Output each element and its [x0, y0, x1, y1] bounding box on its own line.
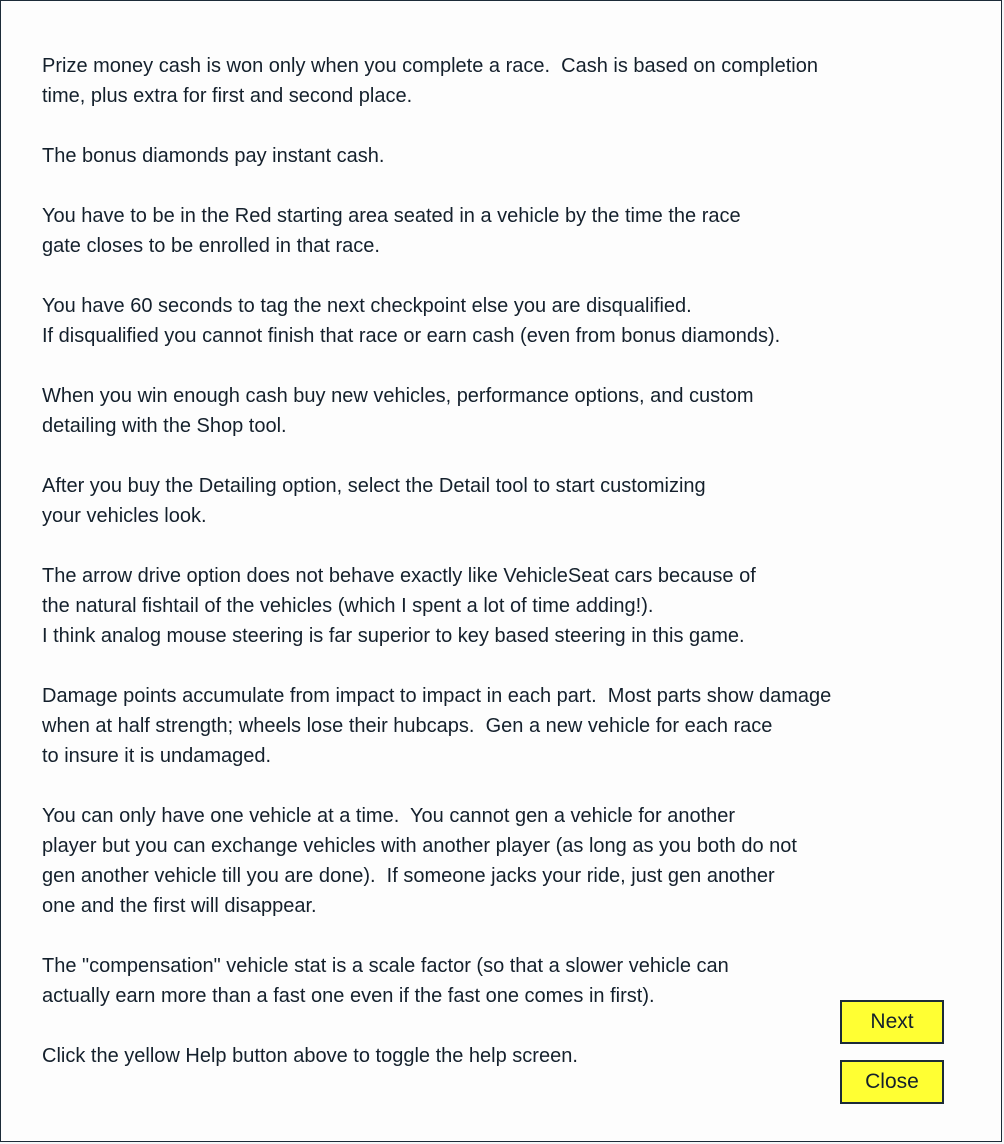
- help-paragraph-shop: [42, 381, 942, 441]
- close-button[interactable]: Close: [840, 1060, 944, 1104]
- help-line: If disqualified you cannot finish that race or earn cash (even from bonus diamonds).: [42, 325, 781, 347]
- help-line: one and the first will disappear.: [42, 895, 317, 917]
- help-line: You have to be in the Red starting area seated in a vehicle by the time the race: [42, 205, 741, 227]
- help-text: [42, 51, 942, 1101]
- help-paragraph-toggle: [42, 1041, 942, 1071]
- help-line: Damage points accumulate from impact to impact in each part. Most parts show damage: [42, 685, 832, 707]
- help-line: The "compensation" vehicle stat is a scale factor (so that a slower vehicle can: [42, 955, 729, 977]
- next-button[interactable]: Next: [840, 1000, 944, 1044]
- help-line: You can only have one vehicle at a time. You cannot gen a vehicle for another: [42, 805, 736, 827]
- help-line: actually earn more than a fast one even if the fast one comes in first).: [42, 985, 655, 1007]
- help-line: to insure it is undamaged.: [42, 745, 272, 767]
- help-line: Click the yellow Help button above to toggle the help screen.: [42, 1045, 578, 1067]
- help-line: your vehicles look.: [42, 505, 207, 527]
- help-line: the natural fishtail of the vehicles (which I spent a lot of time adding!).: [42, 595, 654, 617]
- help-line: gen another vehicle till you are done). If someone jacks your ride, just gen another: [42, 865, 775, 887]
- help-line: The bonus diamonds pay instant cash.: [42, 145, 385, 167]
- help-line: when at half strength; wheels lose their hubcaps. Gen a new vehicle for each race: [42, 715, 773, 737]
- help-paragraph-detailing: [42, 471, 942, 531]
- help-line: After you buy the Detailing option, select the Detail tool to start customizing: [42, 475, 706, 497]
- help-line: detailing with the Shop tool.: [42, 415, 287, 437]
- help-paragraph-prize-money: [42, 51, 942, 111]
- help-paragraph-checkpoint: [42, 291, 942, 351]
- help-line: Prize money cash is won only when you complete a race. Cash is based on completion: [42, 55, 818, 77]
- help-line: The arrow drive option does not behave exactly like VehicleSeat cars because of: [42, 565, 756, 587]
- help-paragraph-starting-area: [42, 201, 942, 261]
- help-line: You have 60 seconds to tag the next checkpoint else you are disqualified.: [42, 295, 692, 317]
- help-line: I think analog mouse steering is far superior to key based steering in this game.: [42, 625, 745, 647]
- help-paragraph-bonus-diamonds: [42, 141, 942, 171]
- help-paragraph-one-vehicle: [42, 801, 942, 921]
- help-paragraph-steering: [42, 561, 942, 651]
- help-line: gate closes to be enrolled in that race.: [42, 235, 380, 257]
- help-line: When you win enough cash buy new vehicles, performance options, and custom: [42, 385, 754, 407]
- help-line: player but you can exchange vehicles with another player (as long as you both do not: [42, 835, 797, 857]
- help-paragraph-damage: [42, 681, 942, 771]
- help-line: time, plus extra for first and second place.: [42, 85, 413, 107]
- help-paragraph-compensation: [42, 951, 942, 1011]
